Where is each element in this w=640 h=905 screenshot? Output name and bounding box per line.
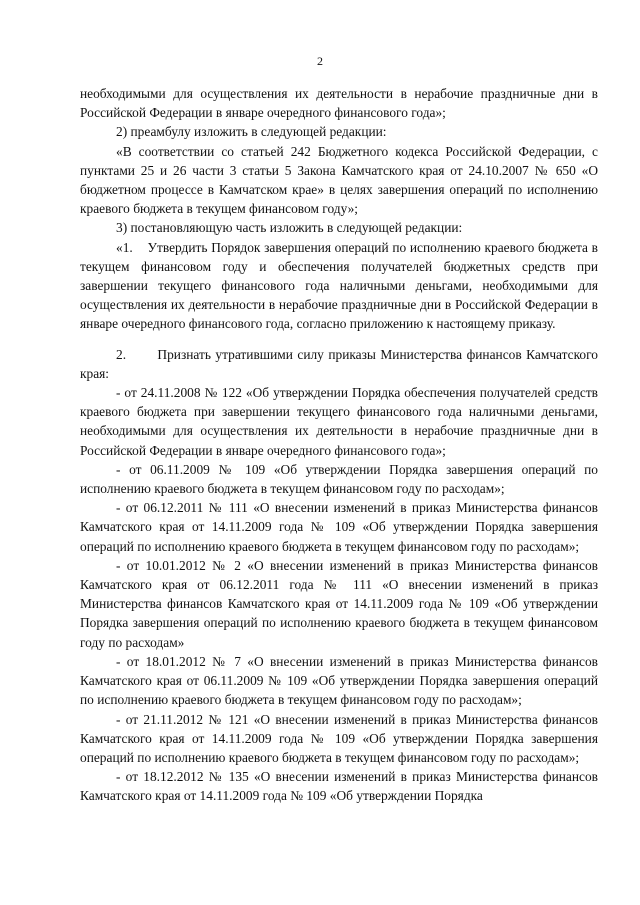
paragraph: «В соответствии со статьей 242 Бюджетного кодекса Российской Федерации, с пунктами 25 и 26 части 3 статьи 5 Закона Камчатского края от 24.10.2007 № 650 «О бюджетном процессе в Камчатском крае» в целях завершения операций по исполнению краевого бюджета в текущем финансовом году»;: [80, 143, 598, 217]
paragraph: - от 06.11.2009 № 109 «Об утверждении Порядка завершения операций по исполнению краевого бюджета в текущем финансовом году по расходам»;: [80, 461, 598, 497]
paragraph: - от 18.01.2012 № 7 «О внесении изменений в приказ Министерства финансов Камчатского края от 06.11.2009 № 109 «Об утверждении Порядка завершения операций по исполнению краевого бюджета в текущем финансовом году по расходам»;: [80, 653, 598, 708]
paragraph: - от 06.12.2011 № 111 «О внесении изменений в приказ Министерства финансов Камчатского края от 14.11.2009 года № 109 «Об утверждении Порядка завершения операций по исполнению краевого бюджета в текущем финансовом году по расходам»;: [80, 500, 598, 554]
paragraph: «1. Утвердить Порядок завершения операций по исполнению краевого бюджета в текущем финансовом году и обеспечения получателей бюджетных средств при завершении текущего финансового года наличными деньгами, необходимыми для осуществления их деятельности в нерабочие праздничные дни в Российской Федерации в январе очередного финансового года, согласно приложению к настоящему приказу.: [80, 239, 598, 332]
page-number: 2: [317, 54, 323, 68]
paragraph: 2) преамбулу изложить в следующей редакции:: [116, 124, 387, 140]
paragraph: 2. Признать утратившими силу приказы Министерства финансов Камчатского края:: [80, 346, 598, 381]
document-body: [80, 84, 598, 806]
paragraph: необходимыми для осуществления их деятельности в нерабочие праздничные дни в Российской Федерации в январе очередного финансового года»;: [80, 86, 598, 121]
paragraph: - от 24.11.2008 № 122 «Об утверждении Порядка обеспечения получателей средств краевого бюджета при завершении текущего финансового года наличными деньгами, необходимыми для осуществления их деятельности в нерабочие праздничные дни в Российской Федерации в январе очередного финансового года»;: [80, 385, 598, 458]
paragraph: - от 18.12.2012 № 135 «О внесении изменений в приказ Министерства финансов Камчатского края от 14.11.2009 года № 109 «Об утверждении Порядка: [80, 769, 598, 804]
paragraph: - от 21.11.2012 № 121 «О внесении изменений в приказ Министерства финансов Камчатского края от 14.11.2009 года № 109 «Об утверждении Порядка завершения операций по исполнению краевого бюджета в текущем финансовом году по расходам»;: [80, 711, 598, 765]
paragraph: 3) постановляющую часть изложить в следующей редакции:: [116, 220, 463, 236]
paragraph: - от 10.01.2012 № 2 «О внесении изменений в приказ Министерства финансов Камчатского края от 06.12.2011 года № 111 «О внесении изменений в приказ Министерства финансов Камчатского края от 14.11.2009 года № 109 «Об утверждении Порядка завершения операций по исполнению краевого бюджета в текущем финансовом году по расходам»: [80, 557, 598, 650]
